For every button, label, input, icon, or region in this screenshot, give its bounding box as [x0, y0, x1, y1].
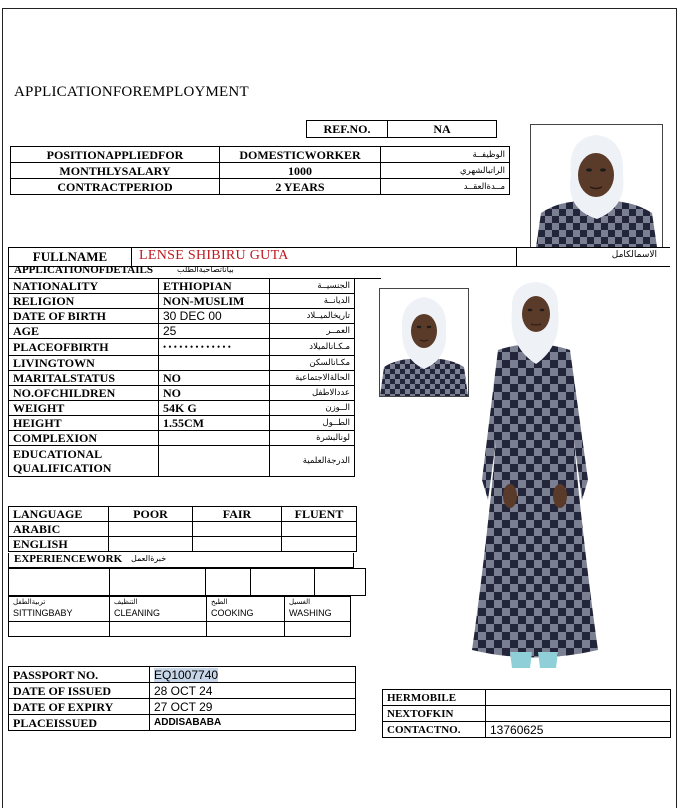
table-row: [383, 690, 671, 706]
detail-label: NATIONALITY: [9, 279, 159, 294]
form-title: APPLICATIONFOREMPLOYMENT: [14, 84, 249, 100]
detail-label-line2: QUALIFICATION: [13, 461, 112, 475]
table-row: [9, 279, 355, 294]
skill-arabic: الغسيل: [289, 598, 311, 606]
details-header: [8, 264, 381, 279]
table-row: [9, 622, 351, 637]
detail-label: COMPLEXION: [9, 431, 159, 446]
passport-number: EQ1007740: [154, 667, 219, 682]
language-cell: [109, 522, 193, 537]
table-row: [9, 446, 355, 477]
experience-cell: [110, 569, 206, 596]
skill-value: [110, 622, 207, 637]
skill-cell: [207, 597, 285, 622]
detail-arabic: العمــر: [270, 324, 355, 339]
table-row: [9, 416, 355, 431]
full-body-photo: [470, 280, 600, 675]
contact-value: 13760625: [486, 722, 671, 738]
details-table: [8, 278, 355, 477]
passport-value: 28 OCT 24: [150, 683, 356, 699]
skill-cell: [110, 597, 207, 622]
detail-value: NON-MUSLIM: [159, 294, 270, 309]
small-portrait-photo: [379, 288, 469, 397]
table-row: [383, 706, 671, 722]
position-arabic: الوظيفــة: [381, 147, 510, 163]
contact-label: CONTACTNO.: [383, 722, 486, 738]
experience-cell: [315, 569, 366, 596]
detail-value: NO: [159, 371, 270, 386]
skill-value: [207, 622, 285, 637]
passport-label: DATE OF ISSUED: [9, 683, 150, 699]
skill-label: COOKING: [211, 608, 254, 618]
table-row: [383, 722, 671, 738]
table-row: [9, 401, 355, 416]
detail-value: NO: [159, 386, 270, 401]
detail-label: WEIGHT: [9, 401, 159, 416]
details-header-arabic: بياناتصاحبةالطلب: [177, 265, 234, 274]
detail-label: PLACEOFBIRTH: [9, 339, 159, 356]
detail-label: HEIGHT: [9, 416, 159, 431]
contract-label: CONTRACTPERIOD: [11, 179, 220, 195]
table-row: [11, 179, 510, 195]
poor-header: POOR: [109, 507, 193, 522]
table-row: [9, 715, 356, 731]
skill-value: [285, 622, 351, 637]
position-value: DOMESTICWORKER: [220, 147, 381, 163]
ref-label: REF.NO.: [307, 121, 388, 138]
table-row: [9, 324, 355, 339]
table-row: [9, 522, 357, 537]
experience-cell: [251, 569, 315, 596]
detail-value: 1.55CM: [159, 416, 270, 431]
experience-header: [8, 553, 354, 568]
fullname-arabic: الاسمالكامل: [611, 250, 657, 260]
table-row: [11, 163, 510, 179]
portrait-photo: [530, 124, 663, 248]
skill-arabic: تربيةالطفل: [13, 598, 46, 606]
passport-label: DATE OF EXPIRY: [9, 699, 150, 715]
skill-arabic: التنظيف: [114, 598, 138, 606]
language-cell: [282, 522, 357, 537]
table-row: [9, 309, 355, 324]
detail-arabic: الديانــة: [270, 294, 355, 309]
position-label: POSITIONAPPLIEDFOR: [11, 147, 220, 163]
table-row: [9, 597, 351, 622]
detail-label: DATE OF BIRTH: [9, 309, 159, 324]
fullname-value: LENSE SHIBIRU GUTA: [139, 248, 289, 263]
language-header: LANGUAGE: [9, 507, 109, 522]
experience-label: EXPERIENCEWORK: [14, 553, 123, 565]
detail-value: • • • • • • • • • • • • •: [159, 339, 270, 356]
skill-cell: [285, 597, 351, 622]
table-row: [9, 667, 356, 683]
detail-value: [159, 356, 270, 371]
passport-value: 27 OCT 29: [150, 699, 356, 715]
detail-label: MARITALSTATUS: [9, 371, 159, 386]
contact-label: HERMOBILE: [383, 690, 486, 706]
details-header-label: APPLICATIONOFDETAILS: [14, 264, 153, 276]
language-cell: [193, 522, 282, 537]
detail-label: NO.OFCHILDREN: [9, 386, 159, 401]
detail-label: LIVINGTOWN: [9, 356, 159, 371]
skill-label: SITTINGBABY: [13, 608, 73, 618]
detail-label: RELIGION: [9, 294, 159, 309]
detail-value: 54K G: [159, 401, 270, 416]
language-cell: [109, 537, 193, 552]
fluent-header: FLUENT: [282, 507, 357, 522]
detail-arabic: عددالاطفل: [270, 386, 355, 401]
detail-value: [159, 446, 270, 477]
contact-label: NEXTOFKIN: [383, 706, 486, 722]
language-table: [8, 506, 357, 552]
table-header-row: [9, 507, 357, 522]
passport-label: PLACEISSUED: [9, 715, 150, 731]
ref-value: NA: [388, 121, 497, 138]
language-cell: [193, 537, 282, 552]
passport-table: [8, 666, 356, 731]
language-name: ARABIC: [9, 522, 109, 537]
detail-label-line1: EDUCATIONAL: [13, 447, 103, 461]
fullname-arabic-cell: [516, 248, 671, 266]
salary-value: 1000: [220, 163, 381, 179]
passport-value-cell: [150, 667, 356, 683]
table-row: [9, 386, 355, 401]
table-row: [9, 356, 355, 371]
experience-cell: [9, 569, 110, 596]
fullname-label: FULLNAME: [8, 248, 132, 266]
skill-label: CLEANING: [114, 608, 161, 618]
fair-header: FAIR: [193, 507, 282, 522]
language-cell: [282, 537, 357, 552]
passport-value: ADDISABABA: [150, 715, 356, 731]
table-row: [11, 147, 510, 163]
table-row: [9, 699, 356, 715]
table-row: [9, 431, 355, 446]
skills-table: [8, 596, 351, 637]
table-row: [9, 294, 355, 309]
contract-arabic: مــدةالعقــد: [381, 179, 510, 195]
detail-value: 30 DEC 00: [159, 309, 270, 324]
detail-label: AGE: [9, 324, 159, 339]
salary-arabic: الراتبالشهري: [381, 163, 510, 179]
skill-value: [9, 622, 110, 637]
passport-label: PASSPORT NO.: [9, 667, 150, 683]
ref-table: [306, 120, 497, 138]
experience-blank-table: [8, 568, 366, 596]
experience-cell: [206, 569, 251, 596]
detail-arabic: مكـانالسكن: [270, 356, 355, 371]
table-row: [9, 569, 366, 596]
detail-arabic: الطــول: [270, 416, 355, 431]
table-row: [9, 537, 357, 552]
language-name: ENGLISH: [9, 537, 109, 552]
detail-arabic: تاريخالميــلاد: [270, 309, 355, 324]
skill-label: WASHING: [289, 608, 332, 618]
contact-table: [382, 689, 671, 738]
detail-arabic: الــوزن: [270, 401, 355, 416]
table-row: [9, 371, 355, 386]
detail-value: [159, 431, 270, 446]
detail-arabic: الحالةالاجتماعية: [270, 371, 355, 386]
contact-value: [486, 690, 671, 706]
contact-value: [486, 706, 671, 722]
position-table: [10, 146, 510, 195]
contract-value: 2 YEARS: [220, 179, 381, 195]
skill-cell: [9, 597, 110, 622]
table-row: [9, 339, 355, 356]
detail-arabic: الجنسيــة: [270, 279, 355, 294]
experience-arabic: خبرةالعمل: [131, 554, 167, 563]
detail-arabic: مـكـانالميلاد: [270, 339, 355, 356]
salary-label: MONTHLYSALARY: [11, 163, 220, 179]
detail-value: 25: [159, 324, 270, 339]
detail-value: ETHIOPIAN: [159, 279, 270, 294]
detail-arabic: لونالبشرة: [270, 431, 355, 446]
table-row: [9, 683, 356, 699]
detail-arabic: الدرجةالعلمية: [270, 446, 355, 477]
skill-arabic: الطبخ: [211, 598, 228, 606]
